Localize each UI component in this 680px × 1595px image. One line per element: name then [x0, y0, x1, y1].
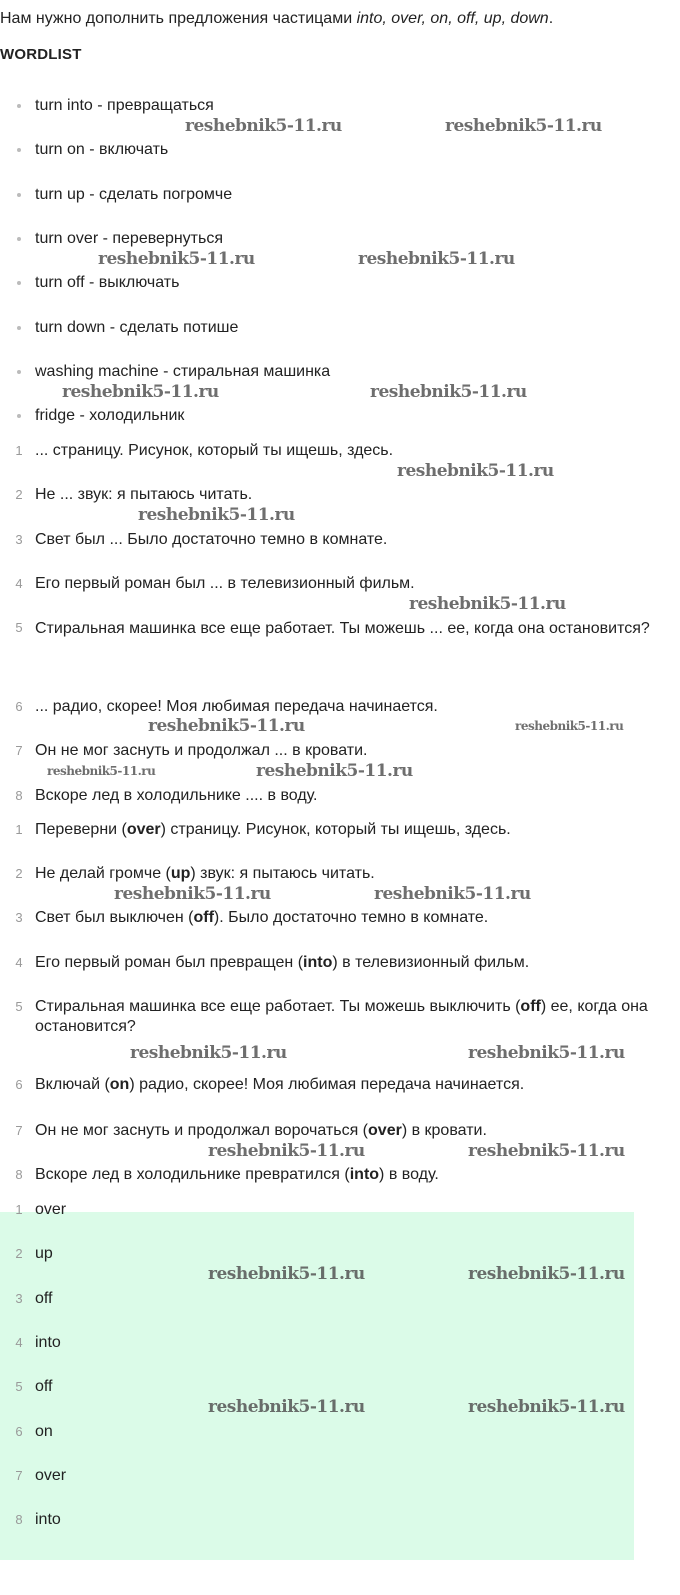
answer-text [35, 908, 660, 928]
intro-lead: Нам нужно дополнить предложения частицами [0, 10, 357, 27]
answer-before: Не делай громче ( [35, 865, 171, 882]
exercise-text: Не ... звук: я пытаюсь читать. [35, 486, 253, 503]
short-answer-text: over [35, 1201, 67, 1218]
watermark: reshebnik5-11.ru [114, 884, 271, 904]
item-number: 2 [15, 1246, 23, 1262]
answer-before: Свет был выключен ( [35, 909, 194, 926]
wordlist-item-text: washing machine - стиральная машинка [35, 363, 331, 380]
bullet-icon [17, 237, 21, 241]
watermark: reshebnik5-11.ru [468, 1264, 625, 1284]
item-number: 1 [15, 1202, 23, 1217]
answer-text [35, 1165, 660, 1185]
short-answer-text: on [35, 1422, 53, 1440]
item-number: 3 [15, 532, 23, 547]
answer-before: Стиральная машинка все еще работает. Ты можешь выключить ( [35, 998, 521, 1015]
answer-text [35, 820, 660, 840]
watermark: reshebnik5-11.ru [374, 884, 531, 904]
exercise-text: Свет был ... Было достаточно темно в комнате. [35, 531, 388, 548]
answer-particle: over [126, 821, 161, 838]
exercise-text: Стиральная машинка все еще работает. Ты можешь ... ее, когда она остановится? [35, 620, 650, 637]
short-answer-text: over [35, 1466, 67, 1484]
exercise-text: Он не мог заснуть и продолжал ... в кровати. [35, 742, 368, 759]
answer-particle: into [303, 954, 333, 971]
item-number: 5 [15, 999, 23, 1014]
exercise-text: Его первый роман был ... в телевизионный фильм. [35, 575, 415, 592]
bullet-icon [17, 414, 21, 418]
watermark: reshebnik5-11.ru [468, 1043, 625, 1063]
watermark: reshebnik5-11.ru [515, 719, 624, 733]
watermark: reshebnik5-11.ru [148, 716, 305, 736]
answer-text [35, 997, 660, 1037]
bullet-icon [17, 148, 21, 152]
answer-before: Включай ( [35, 1076, 110, 1093]
item-number: 6 [15, 1077, 23, 1092]
bullet-icon [17, 370, 21, 374]
exercise-text: Вскоре лед в холодильнике .... в воду. [35, 787, 318, 804]
answer-before: Переверни ( [35, 821, 127, 838]
answer-after: ) в телевизионный фильм. [332, 954, 530, 971]
wordlist-item-text: turn into - превращаться [35, 97, 214, 114]
bullet-icon [17, 281, 21, 285]
watermark: reshebnik5-11.ru [130, 1043, 287, 1063]
bullet-icon [17, 193, 21, 197]
answer-text [35, 953, 660, 973]
answer-particle: off [520, 998, 541, 1015]
answer-before: Вскоре лед в холодильнике превратился ( [35, 1166, 350, 1183]
answer-after: ) звук: я пытаюсь читать. [190, 865, 375, 882]
watermark: reshebnik5-11.ru [208, 1141, 365, 1161]
answer-particle: off [193, 909, 214, 926]
short-answer-text: off [35, 1289, 53, 1307]
watermark: reshebnik5-11.ru [138, 505, 295, 525]
short-answer-text: into [35, 1511, 61, 1529]
watermark: reshebnik5-11.ru [397, 461, 554, 481]
item-number: 3 [15, 1290, 23, 1306]
intro-particles: into, over, on, off, up, down [356, 10, 549, 27]
item-number: 7 [15, 743, 23, 758]
watermark: reshebnik5-11.ru [370, 382, 527, 402]
answer-particle: over [368, 1122, 402, 1139]
item-number: 1 [15, 443, 23, 458]
answer-text [35, 864, 660, 884]
item-number: 1 [15, 822, 23, 837]
wordlist-item-text: turn down - сделать потише [35, 319, 239, 336]
wordlist-heading: WORDLIST [0, 46, 82, 63]
bullet-icon [17, 104, 21, 108]
short-answer-text: off [35, 1378, 53, 1396]
watermark: reshebnik5-11.ru [256, 761, 413, 781]
answer-before: Его первый роман был превращен ( [35, 954, 304, 971]
intro-text [0, 10, 553, 28]
answer-after: ). Было достаточно темно в комнате. [213, 909, 489, 926]
item-number: 5 [15, 1379, 23, 1395]
item-number: 3 [15, 910, 23, 925]
answer-after: ) ее, когда она остановится? [35, 998, 648, 1035]
item-number: 7 [15, 1123, 23, 1138]
watermark: reshebnik5-11.ru [47, 764, 156, 778]
answer-text [35, 1121, 660, 1141]
answer-particle: up [170, 865, 191, 882]
item-number: 4 [15, 955, 23, 970]
answer-after: ) страницу. Рисунок, который ты ищешь, здесь. [160, 821, 511, 838]
exercise-text: ... радио, скорее! Моя любимая передача начинается. [35, 698, 438, 715]
wordlist-item-text: turn up - сделать погромче [35, 186, 233, 203]
bullet-icon [17, 326, 21, 330]
wordlist-item-text: fridge - холодильник [35, 407, 185, 424]
item-number: 4 [15, 576, 23, 591]
answer-before: Он не мог заснуть и продолжал ворочаться ( [35, 1122, 369, 1139]
answer-after: ) радио, скорее! Моя любимая передача начинается. [129, 1076, 525, 1093]
item-number: 4 [15, 1334, 23, 1350]
answer-particle: into [349, 1166, 380, 1183]
watermark: reshebnik5-11.ru [468, 1397, 625, 1417]
short-answer-text: into [35, 1333, 61, 1351]
item-number: 8 [15, 1167, 23, 1182]
answer-particle: on [109, 1076, 130, 1093]
watermark: reshebnik5-11.ru [62, 382, 219, 402]
wordlist-item-text: turn off - выключать [35, 274, 180, 291]
answer-after: ) в воду. [379, 1166, 439, 1183]
wordlist-item-text: turn over - перевернуться [35, 230, 223, 247]
exercise-text: ... страницу. Рисунок, который ты ищешь, здесь. [35, 442, 394, 459]
short-answer-text: up [35, 1245, 53, 1263]
watermark: reshebnik5-11.ru [445, 116, 602, 136]
item-number: 2 [15, 487, 23, 502]
item-number: 8 [15, 788, 23, 803]
item-number: 6 [15, 1423, 23, 1439]
intro-end: . [548, 10, 554, 27]
watermark: reshebnik5-11.ru [468, 1141, 625, 1161]
item-number: 8 [15, 1512, 23, 1528]
answer-after: ) в кровати. [401, 1122, 487, 1139]
wordlist-item-text: turn on - включать [35, 141, 169, 158]
item-number: 7 [15, 1467, 23, 1483]
watermark: reshebnik5-11.ru [208, 1397, 365, 1417]
item-number: 6 [15, 699, 23, 714]
watermark: reshebnik5-11.ru [98, 249, 255, 269]
watermark: reshebnik5-11.ru [208, 1264, 365, 1284]
item-number: 2 [15, 866, 23, 881]
answer-text [35, 1075, 660, 1095]
watermark: reshebnik5-11.ru [185, 116, 342, 136]
watermark: reshebnik5-11.ru [358, 249, 515, 269]
item-number: 5 [15, 620, 23, 635]
watermark: reshebnik5-11.ru [409, 594, 566, 614]
